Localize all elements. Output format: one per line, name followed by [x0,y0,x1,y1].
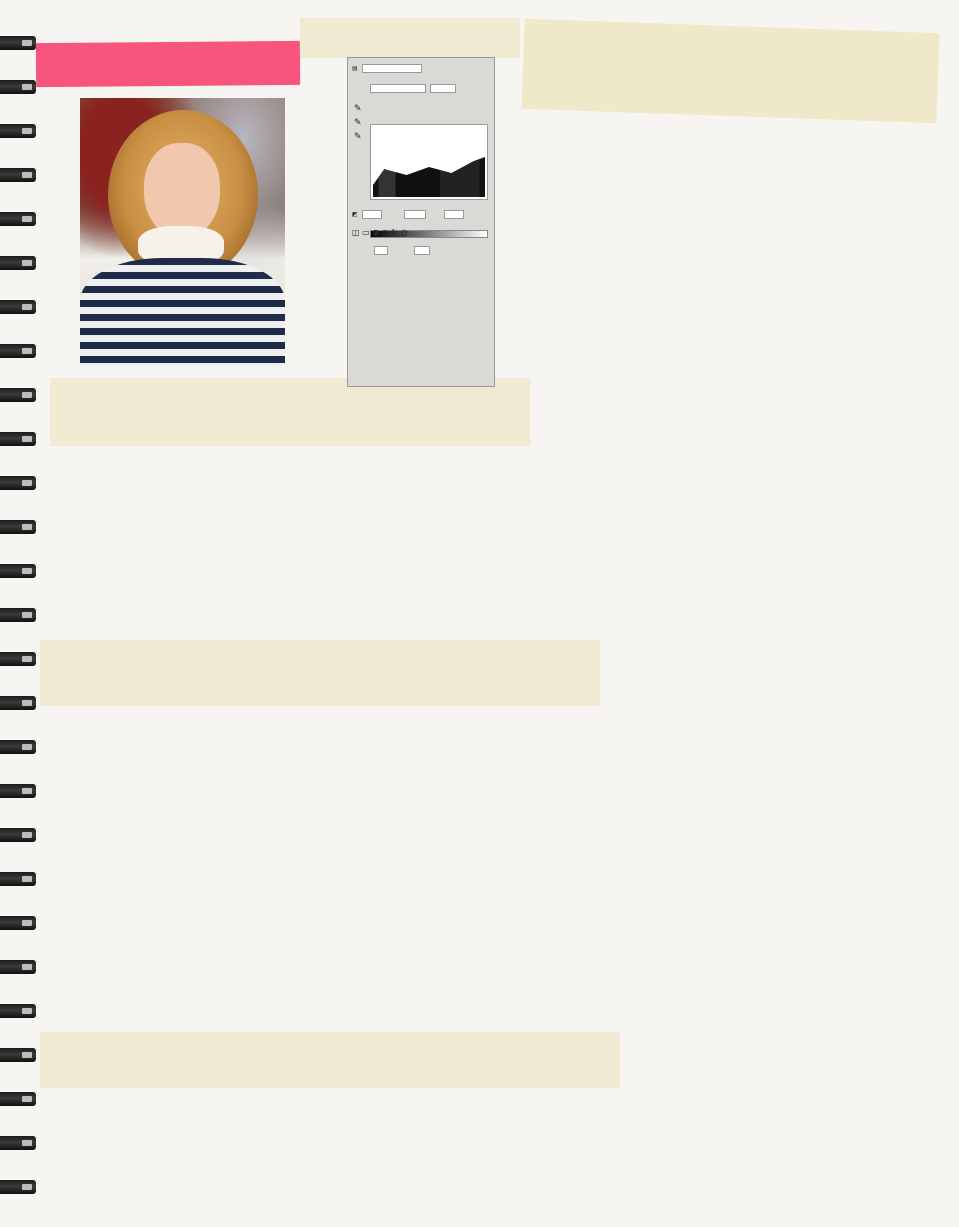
binding-ring [0,1004,36,1018]
striped-shirt [80,258,285,366]
output-levels-row [352,244,490,256]
section-label-colour-correction [36,41,300,87]
girl-face [144,143,220,238]
binding-ring [0,256,36,270]
binding-ring [0,432,36,446]
channel-icon: ◩ [352,210,358,218]
binding-ring [0,388,36,402]
binding-ring [0,1180,36,1194]
preset-row [352,62,490,74]
input-high [444,210,464,219]
binding-ring [0,784,36,798]
curves-panel-screenshot [347,57,495,387]
binding-ring [0,828,36,842]
binding-ring [0,80,36,94]
masking-tape [50,378,530,446]
binding-ring [0,520,36,534]
binding-ring [0,1048,36,1062]
binding-ring [0,1136,36,1150]
input-levels-row [352,208,490,220]
binding-ring [0,168,36,182]
binding-ring [0,300,36,314]
binding-ring [0,124,36,138]
page-title [522,19,940,123]
eyedropper-icons: ✎ ✎ ✎ [354,104,362,142]
output-high [414,246,430,255]
binding-ring [0,564,36,578]
auto-button [430,84,456,93]
binding-ring [0,916,36,930]
input-low [362,210,382,219]
channel-select [370,84,426,93]
output-low [374,246,388,255]
binding-ring [0,652,36,666]
binding-ring [0,696,36,710]
spiral-binding [0,0,40,1227]
binding-ring [0,476,36,490]
binding-ring [0,872,36,886]
masking-tape [40,640,600,706]
histogram [370,124,488,200]
binding-ring [0,212,36,226]
preset-label-icon: ▤ [352,64,358,72]
layer-icon-row: ◫ ▭ ● ◉ ↻ ◷ [352,228,408,237]
channel-row [352,82,490,94]
binding-ring [0,344,36,358]
masking-tape [300,18,520,58]
binding-ring [0,740,36,754]
binding-ring [0,36,36,50]
masking-tape [40,1032,620,1088]
input-mid [404,210,426,219]
binding-ring [0,960,36,974]
girl-photo [80,98,285,366]
binding-ring [0,608,36,622]
binding-ring [0,1092,36,1106]
preset-select [362,64,422,73]
